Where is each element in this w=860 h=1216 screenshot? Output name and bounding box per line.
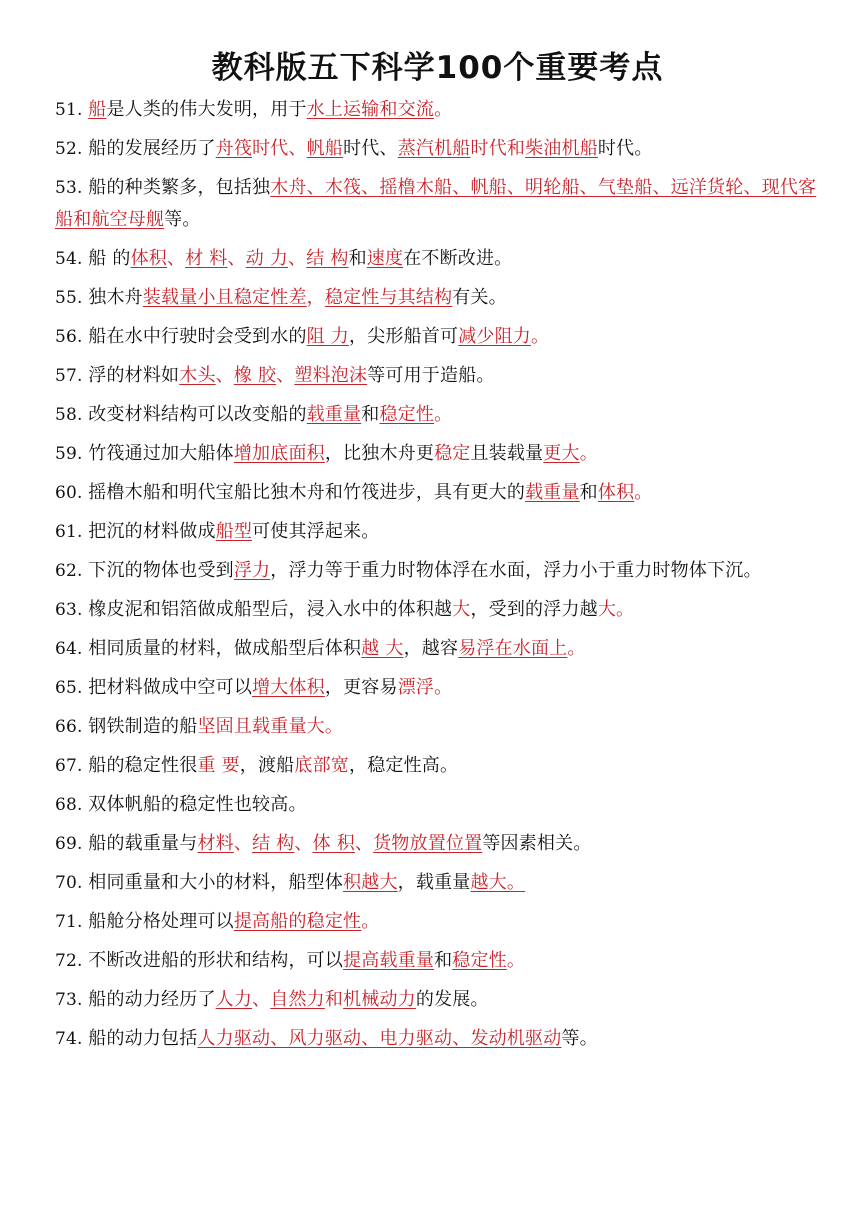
key-point-item [55,789,820,821]
answer-highlight: 自然力 [270,989,325,1010]
item-text: 船舱分格处理可以 [88,911,234,932]
answer-highlight: 橡 胶 [233,365,277,386]
answer-text: 、 [288,248,307,269]
item-text: 钢铁制造的船 [88,716,198,737]
item-text: ，载重量 [397,872,471,893]
answer-text: 、 [227,248,246,269]
answer-highlight: 浮力 [233,560,271,581]
answer-text: 。 [434,404,453,425]
answer-highlight: 提高船的稳定性 [233,911,362,932]
key-point-item [55,516,820,548]
item-text: 摇橹木船和明代宝船比独木舟和竹筏进步，具有更大的 [88,482,526,503]
answer-text: 时代和 [470,138,526,159]
answer-highlight: 帆船 [306,138,344,159]
answer-text: 大 [452,599,471,620]
answer-text: 重 要 [197,755,240,776]
answer-text: 。 [567,638,586,659]
item-number: 61. [55,522,89,542]
answer-highlight: 体积 [130,248,167,269]
answer-highlight: 减少阻力 [458,326,531,347]
answer-highlight: 越大。 [470,872,526,893]
answer-highlight: 木舟、木筏、摇橹木船、帆船、明轮船、气垫船、远洋货轮、现代客船和航空母舰 [55,177,817,230]
item-text: 浮的材料如 [88,365,180,386]
item-text: 的发展。 [415,989,489,1010]
answer-text: 、 [252,989,271,1010]
answer-text: 、 [294,833,313,854]
item-number: 52. [55,139,89,159]
item-number: 53. [55,178,89,198]
page-title: 教科版五下科学100个重要考点 [211,50,664,86]
item-text: 船的载重量与 [88,833,198,854]
item-text: 船在水中行驶时会受到水的 [88,326,307,347]
answer-highlight: 蒸汽机船 [397,138,471,159]
answer-highlight: 载重量 [525,482,580,503]
answer-highlight: 船型 [215,521,253,542]
key-point-item [55,243,820,275]
answer-text: 漂浮。 [397,677,453,698]
item-text: 等因素相关。 [482,833,592,854]
answer-highlight: 机械动力 [343,989,416,1010]
answer-highlight: 人力驱动、风力驱动、电力驱动、发动机驱动 [197,1028,562,1049]
answer-highlight: 人力 [215,989,253,1010]
item-text: 是人类的伟大发明，用于 [106,99,307,120]
answer-highlight: 更大 [543,443,580,464]
key-point-item [55,172,820,236]
answer-highlight: 载重量 [306,404,362,425]
item-number: 74. [55,1029,89,1049]
answer-text: 、 [233,833,253,854]
item-text: 船的种类繁多，包括独 [88,177,271,198]
key-point-item [55,633,820,665]
answer-highlight: 阻 力 [306,326,349,347]
answer-highlight: 积越大 [343,872,398,893]
answer-highlight: 木头 [179,365,216,386]
answer-highlight: 水上运输和交流 [306,99,435,120]
answer-text: 、 [354,833,374,854]
key-point-item [55,360,820,392]
answer-highlight: 货物放置位置 [373,833,483,854]
item-number: 69. [55,834,89,854]
item-text: 等。 [561,1028,598,1049]
item-number: 65. [55,678,89,698]
answer-text: 稳定 [434,443,471,464]
answer-highlight: 装载量小且稳定性差 [142,287,307,308]
item-number: 70. [55,873,89,893]
answer-highlight: 易浮在水面上 [458,638,568,659]
item-text: 和 [348,248,367,269]
key-point-item [55,282,820,314]
item-number: 58. [55,405,89,425]
item-text: 和 [361,404,380,425]
answer-highlight: 舟筏 [215,138,253,159]
answer-text: 。 [634,482,653,503]
key-point-item [55,133,820,165]
item-text: 和 [579,482,598,503]
answer-text: 。 [579,443,598,464]
item-text: 时代。 [597,138,653,159]
item-text: ，浮力等于重力时物体浮在水面，浮力小于重力时物体下沉。 [270,560,762,581]
item-text: ，受到的浮力越 [470,599,598,620]
item-number: 73. [55,990,89,1010]
item-text: 竹筏通过加大船体 [88,443,234,464]
answer-highlight: 柴油机船 [525,138,598,159]
item-text: ，越容 [403,638,459,659]
item-text: 在不断改进。 [403,248,513,269]
item-text: 且装载量 [470,443,544,464]
key-point-item [55,321,820,353]
answer-text: 大。 [597,599,635,620]
item-text: ，尖形船首可 [348,326,459,347]
answer-highlight: 稳定性 [452,950,507,971]
key-point-item [55,555,820,587]
key-point-item [55,906,820,938]
item-number: 72. [55,951,89,971]
answer-highlight: 速度 [366,248,404,269]
item-text: ，比独木舟更 [324,443,435,464]
item-text: 下沉的物体也受到 [88,560,234,581]
item-text: 不断改进船的形状和结构，可以 [88,950,344,971]
item-text: ，稳定性高。 [349,755,459,776]
item-number: 60. [55,483,89,503]
key-point-item [55,399,820,431]
item-text: 相同重量和大小的材料，船型体 [88,872,344,893]
key-point-item [55,750,820,782]
item-text: 独木舟 [88,287,143,308]
key-point-item [55,594,820,626]
answer-highlight: 越 大 [361,638,404,659]
answer-highlight: 增大体积 [252,677,325,698]
key-points-list [55,94,820,1055]
answer-highlight: 材 料 [185,248,228,269]
answer-text: 。 [361,911,380,932]
key-point-item [55,711,820,743]
item-text: 船的稳定性很 [88,755,198,776]
item-text: 把材料做成中空可以 [88,677,253,698]
answer-text: 、 [166,248,186,269]
answer-highlight: 动 力 [245,248,289,269]
key-point-item [55,477,820,509]
item-number: 62. [55,561,89,581]
item-number: 59. [55,444,89,464]
item-text: 等可用于造船。 [367,365,495,386]
answer-text: 、 [215,365,234,386]
item-number: 66. [55,717,89,737]
answer-text: 时代、 [252,138,307,159]
answer-highlight: 船 [88,99,107,120]
item-text: 船的发展经历了 [88,138,216,159]
answer-highlight: 体 积 [312,833,355,854]
item-text: 船的动力经历了 [88,989,216,1010]
item-text: ，渡船 [239,755,295,776]
answer-text: 和 [324,989,344,1010]
key-point-item [55,672,820,704]
item-number: 63. [55,600,89,620]
answer-highlight: 增加底面积 [233,443,325,464]
answer-highlight: 塑料泡沫 [294,365,368,386]
answer-text: 底部宽 [294,755,349,776]
answer-text: 。 [434,99,453,120]
key-point-item [55,984,820,1016]
item-number: 68. [55,795,89,815]
item-number: 64. [55,639,89,659]
key-point-item [55,945,820,977]
answer-highlight: 结 构 [252,833,295,854]
item-text: 船 的 [88,248,131,269]
answer-highlight: 稳定性 [379,404,435,425]
item-text: 和 [434,950,453,971]
item-text: 船的动力包括 [88,1028,198,1049]
key-point-item [55,94,820,126]
answer-highlight: 材料 [197,833,234,854]
key-point-item [55,438,820,470]
item-number: 67. [55,756,89,776]
answer-highlight: 稳定性与其结构 [324,287,453,308]
item-number: 51. [55,100,89,120]
answer-text: 。 [506,950,526,971]
answer-highlight: 结 构 [306,248,349,269]
key-point-item [55,828,820,860]
answer-text: 。 [531,326,550,347]
item-text: 把沉的材料做成 [88,521,216,542]
item-text: 橡皮泥和铝箔做成船型后，浸入水中的体积越 [88,599,453,620]
key-point-item [55,867,820,899]
item-text: 双体帆船的稳定性也较高。 [88,794,307,815]
answer-highlight: 提高载重量 [343,950,435,971]
item-number: 54. [55,249,89,269]
item-text: ，更容易 [324,677,398,698]
item-number: 57. [55,366,89,386]
item-text: 改变材料结构可以改变船的 [88,404,307,425]
answer-text: ， [306,287,325,308]
item-text: 相同质量的材料，做成船型后体积 [88,638,362,659]
key-point-item [55,1023,820,1055]
item-number: 55. [55,288,89,308]
item-text: 等。 [164,209,201,230]
answer-highlight: 体积 [597,482,635,503]
item-text: 可使其浮起来。 [252,521,380,542]
item-number: 56. [55,327,89,347]
item-number: 71. [55,912,89,932]
item-text: 有关。 [452,287,507,308]
answer-text: 坚固且载重量大。 [197,716,344,737]
answer-text: 、 [276,365,295,386]
item-text: 时代、 [343,138,398,159]
